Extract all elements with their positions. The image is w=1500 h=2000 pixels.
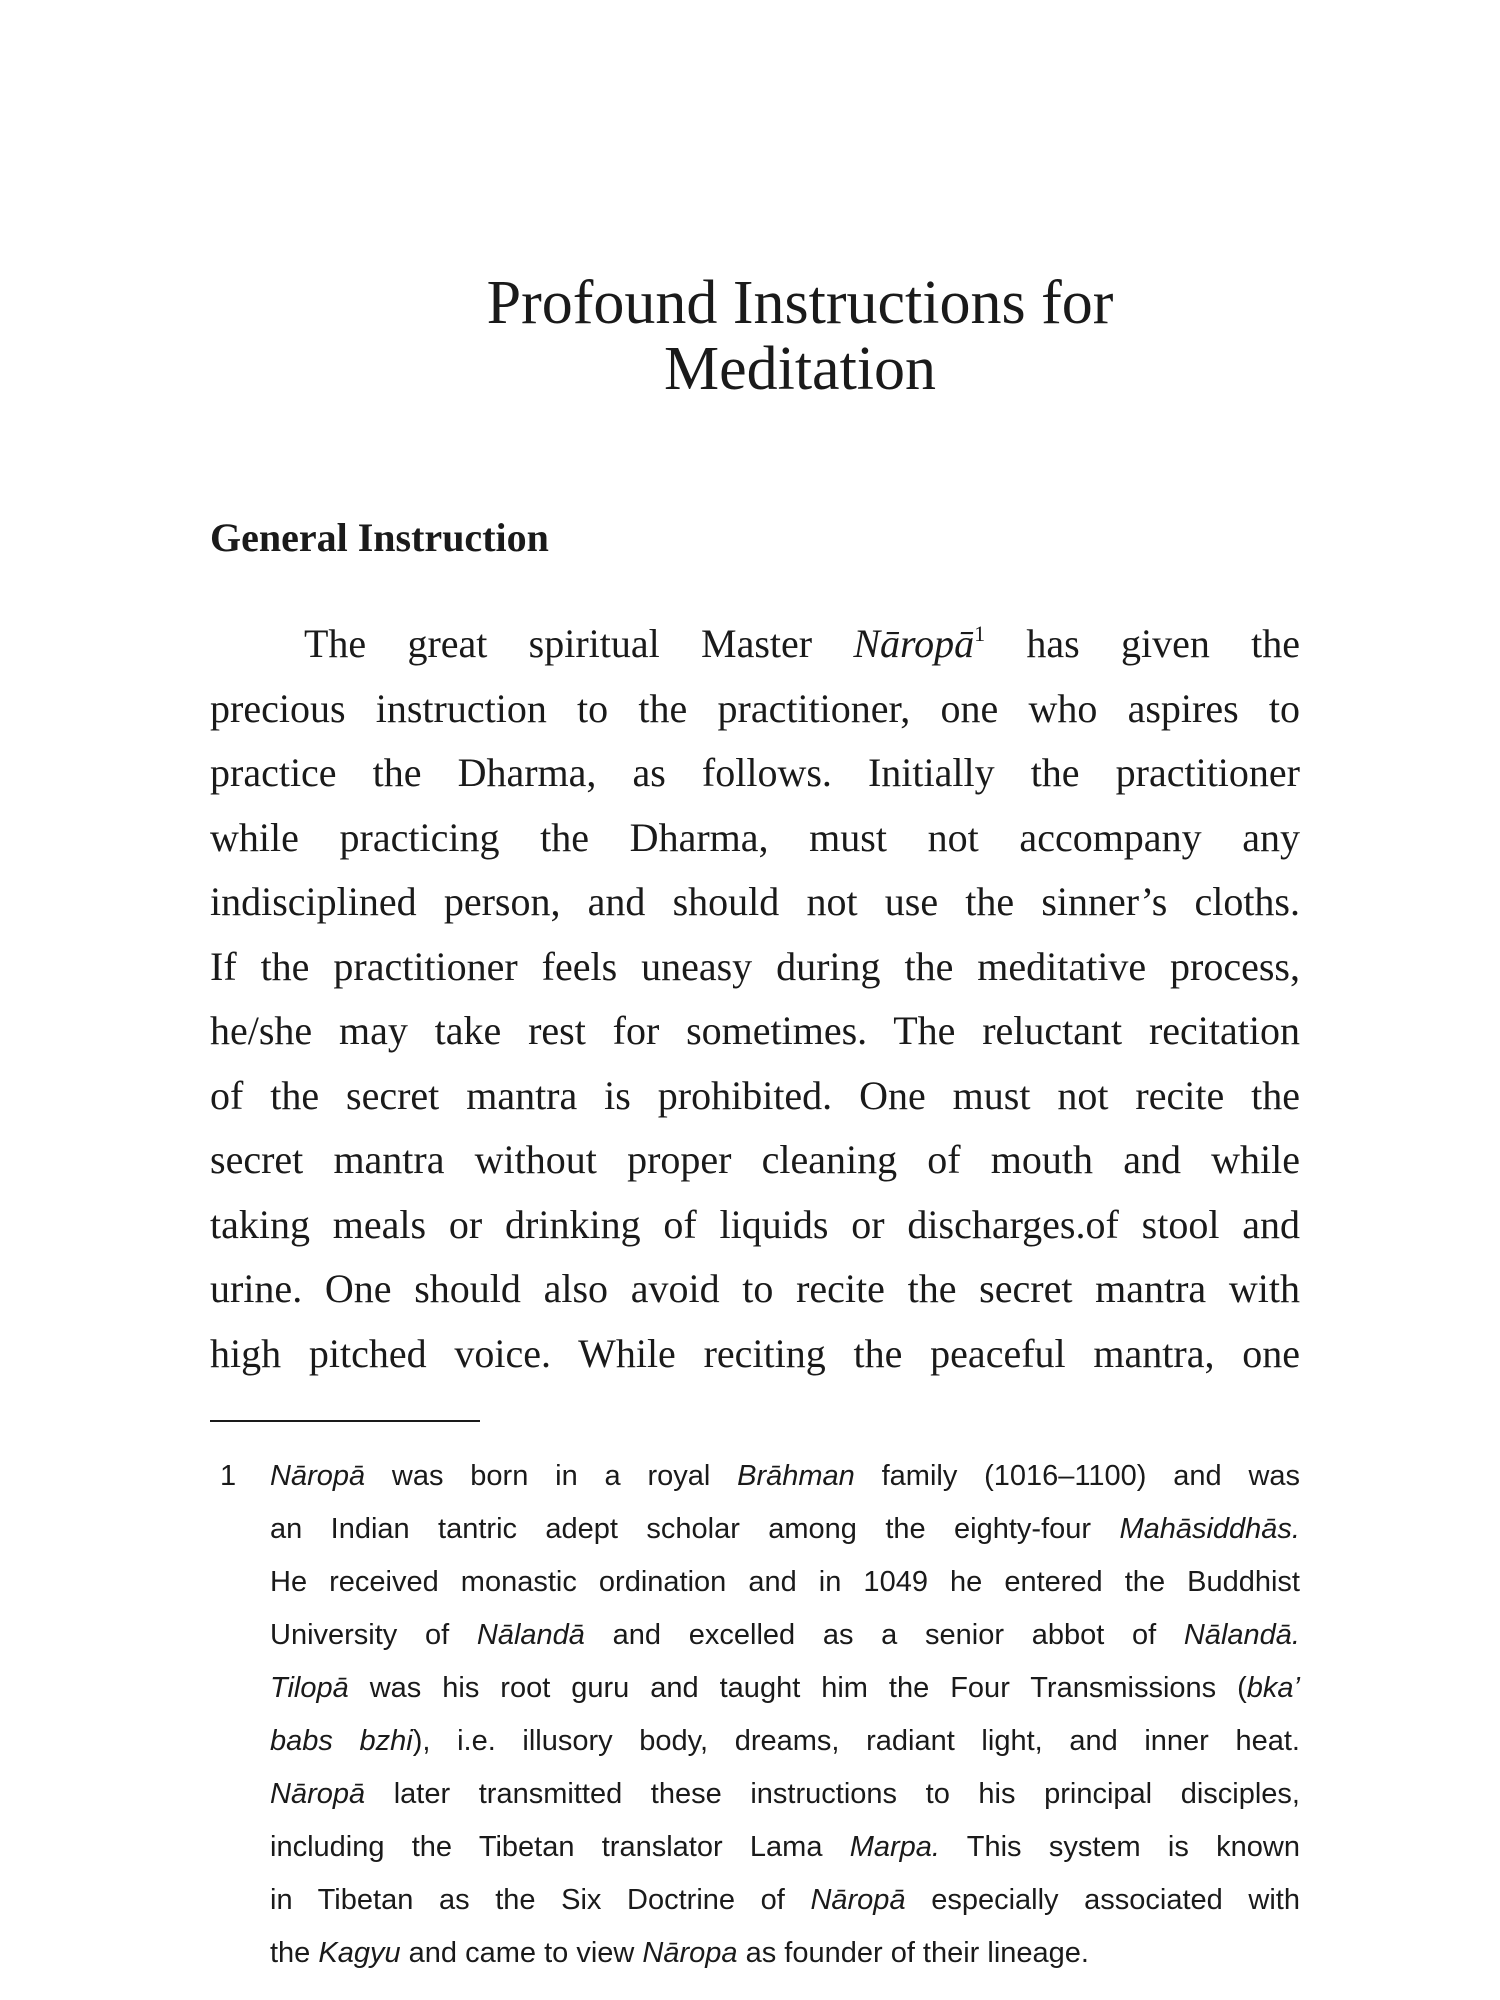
footnote-marker[interactable]: 1 — [974, 621, 986, 646]
footnote-line: He received monastic ordination and in 1049 he entered the Buddhist — [270, 1566, 1300, 1598]
footnote-number: 1 — [220, 1460, 237, 1492]
footnote-text — [270, 1450, 1300, 1980]
body-line: If the practitioner feels uneasy during the meditative process, — [210, 943, 1300, 989]
footnote-line: in Tibetan as the Six Doctrine of Nāropā especially associated with — [270, 1884, 1300, 1916]
chapter-title-line-2: Meditation — [663, 335, 937, 403]
body-line: indisciplined person, and should not use the sinner’s cloths. — [210, 879, 1300, 924]
footnote-divider — [210, 1420, 480, 1422]
footnote-line: an Indian tantric adept scholar among the eighty-four Mahāsiddhās. — [270, 1513, 1300, 1545]
body-line: he/she may take rest for sometimes. The reluctant recitation — [210, 1008, 1300, 1053]
body-line: The great spiritual Master Nāropā$^1$ has given the — [304, 621, 1300, 666]
chapter-title — [300, 270, 1300, 402]
section-heading: General Instruction — [210, 515, 549, 560]
footnote-line: Nāropā was born in a royal Brāhman family (1016–1100) and was — [270, 1460, 1301, 1492]
body-line: while practicing the Dharma, must not accompany any — [210, 814, 1300, 860]
footnote-line: the Kagyu and came to view Nāropa as founder of their lineage. — [270, 1937, 1089, 1969]
footnote-line: Nāropā later transmitted these instructions to his principal disciples, — [270, 1778, 1300, 1810]
footnote-line: University of Nālandā and excelled as a senior abbot of Nālandā. — [270, 1619, 1300, 1651]
footnote-line: Tilopā was his root guru and taught him the Four Transmissions (bka’ — [270, 1672, 1300, 1704]
body-line: high pitched voice. While reciting the peaceful mantra, one — [210, 1330, 1300, 1376]
person-name: Nāropā — [853, 621, 975, 666]
body-line: taking meals or drinking of liquids or discharges.of stool and — [210, 1201, 1300, 1247]
body-line: secret mantra without proper cleaning of mouth and while — [210, 1137, 1300, 1182]
body-line: urine. One should also avoid to recite the secret mantra with — [210, 1266, 1300, 1311]
body-line: practice the Dharma, as follows. Initially the practitioner — [210, 750, 1300, 795]
chapter-title-line-1: Profound Instructions for — [486, 269, 1114, 337]
body-paragraph — [210, 612, 1300, 1386]
body-line: precious instruction to the practitioner, one who aspires to — [210, 685, 1300, 731]
body-line: of the secret mantra is prohibited. One must not recite the — [210, 1072, 1300, 1118]
footnote-line: babs bzhi), i.e. illusory body, dreams, radiant light, and inner heat. — [270, 1725, 1300, 1757]
footnote-line: including the Tibetan translator Lama Marpa. This system is known — [270, 1831, 1300, 1863]
